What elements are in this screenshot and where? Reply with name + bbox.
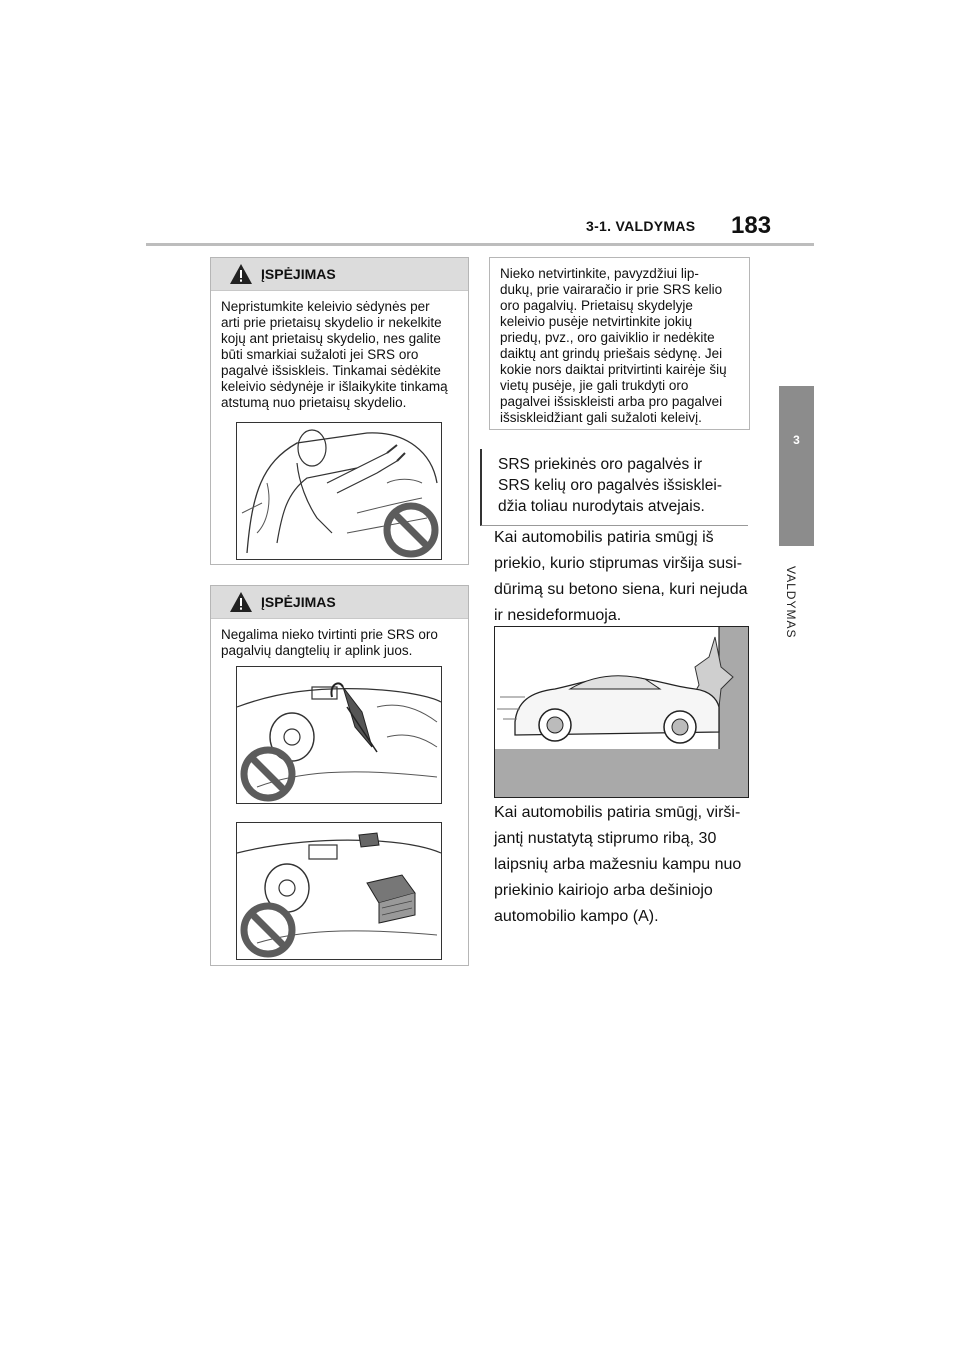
warning-text — [490, 258, 749, 426]
illustration-objects-on-dashboard — [236, 822, 442, 960]
text-line: priekinio kairiojo arba dešiniojo — [494, 882, 713, 899]
section-title: 3-1. VALDYMAS — [586, 218, 696, 234]
warning-title: ĮSPĖJIMAS — [261, 594, 336, 610]
text-line: oro pagalvių. Prietaisų skydelyje — [500, 298, 693, 313]
page-number: 183 — [731, 212, 772, 239]
callout-line: SRS priekinės oro pagalvės ir — [498, 456, 703, 473]
text-line: arti prie prietaisų skydelio ir nekelkite — [221, 315, 442, 330]
callout-line: SRS kelių oro pagalvės išsisklei- — [498, 477, 722, 494]
text-line: daiktų ant grindų priešais sėdynę. Jei — [500, 346, 723, 361]
callout-line: džia toliau nurodytais atvejais. — [498, 498, 705, 515]
text-line: vietų pusėje, jie gali trukdyti oro — [500, 378, 689, 393]
warning-text — [211, 619, 468, 659]
prohibition-icon — [240, 746, 296, 802]
text-line: keleivio pusėje netvirtinkite jokių — [500, 314, 693, 329]
text-line: keleivio sėdynėje ir išlaikykite tinkamą — [221, 379, 448, 394]
text-line: Kai automobilis patiria smūgį, virši- — [494, 804, 741, 821]
warning-box-1 — [210, 257, 469, 565]
paragraph-frontal-impact — [494, 525, 764, 629]
prohibition-icon — [240, 902, 296, 958]
text-line: Nieko netvirtinkite, pavyzdžiui lip- — [500, 266, 699, 281]
warning-header — [211, 586, 468, 619]
text-line: išsiskleidžiant gali sužaloti keleivį. — [500, 410, 702, 425]
text-line: ir nesideformuoja. — [494, 607, 622, 624]
warning-title: ĮSPĖJIMAS — [261, 266, 336, 282]
warning-continuation-box — [489, 257, 750, 430]
text-line: jantį nustatytą stiprumo ribą, 30 — [494, 830, 717, 847]
text-line: dūrimą su betono siena, kuri nejuda — [494, 581, 748, 598]
warning-header — [211, 258, 468, 291]
warning-box-2 — [210, 585, 469, 966]
text-line: Kai automobilis patiria smūgį iš — [494, 529, 714, 546]
illustration-feet-on-dashboard — [236, 422, 442, 560]
wall-crash-drawing — [495, 627, 748, 797]
text-line: priekio, kurio stiprumas viršija susi- — [494, 555, 743, 572]
text-line: būti smarkiai sužaloti jei SRS oro — [221, 347, 419, 362]
text-line: pagalvių dangtelių ir aplink juos. — [221, 643, 413, 658]
prohibition-icon — [383, 502, 439, 558]
text-line: laipsnių arba mažesniu kampu nuo — [494, 856, 742, 873]
illustration-umbrella-on-dashboard — [236, 666, 442, 804]
text-line: kokie nors daiktai pritvirtinti kairėje šių — [500, 362, 727, 377]
warning-triangle-icon — [229, 591, 253, 613]
chapter-number: 3 — [793, 433, 800, 447]
text-line: pagalvei išsiskleisti arba pro pagalvei — [500, 394, 723, 409]
text-line: pagalvė išsiskleis. Tinkamai sėdėkite — [221, 363, 441, 378]
text-line: kojų ant prietaisų skydelio, nes galite — [221, 331, 441, 346]
text-line: Nepristumkite keleivio sėdynės per — [221, 299, 430, 314]
text-line: automobilio kampo (A). — [494, 908, 659, 925]
callout-box — [480, 449, 748, 526]
text-line: dukų, prie vairaračio ir prie SRS kelio — [500, 282, 723, 297]
text-line: atstumą nuo prietaisų skydelio. — [221, 395, 407, 410]
header-divider — [146, 243, 814, 246]
illustration-wall-crash — [494, 626, 749, 798]
text-line: priedų, pvz., oro gaiviklio ir nedėkite — [500, 330, 715, 345]
chapter-label: VALDYMAS — [784, 566, 798, 639]
text-line: Negalima nieko tvirtinti prie SRS oro — [221, 627, 438, 642]
chapter-tab — [779, 386, 814, 546]
warning-text — [211, 291, 468, 411]
paragraph-angled-impact — [494, 800, 764, 930]
warning-triangle-icon — [229, 263, 253, 285]
